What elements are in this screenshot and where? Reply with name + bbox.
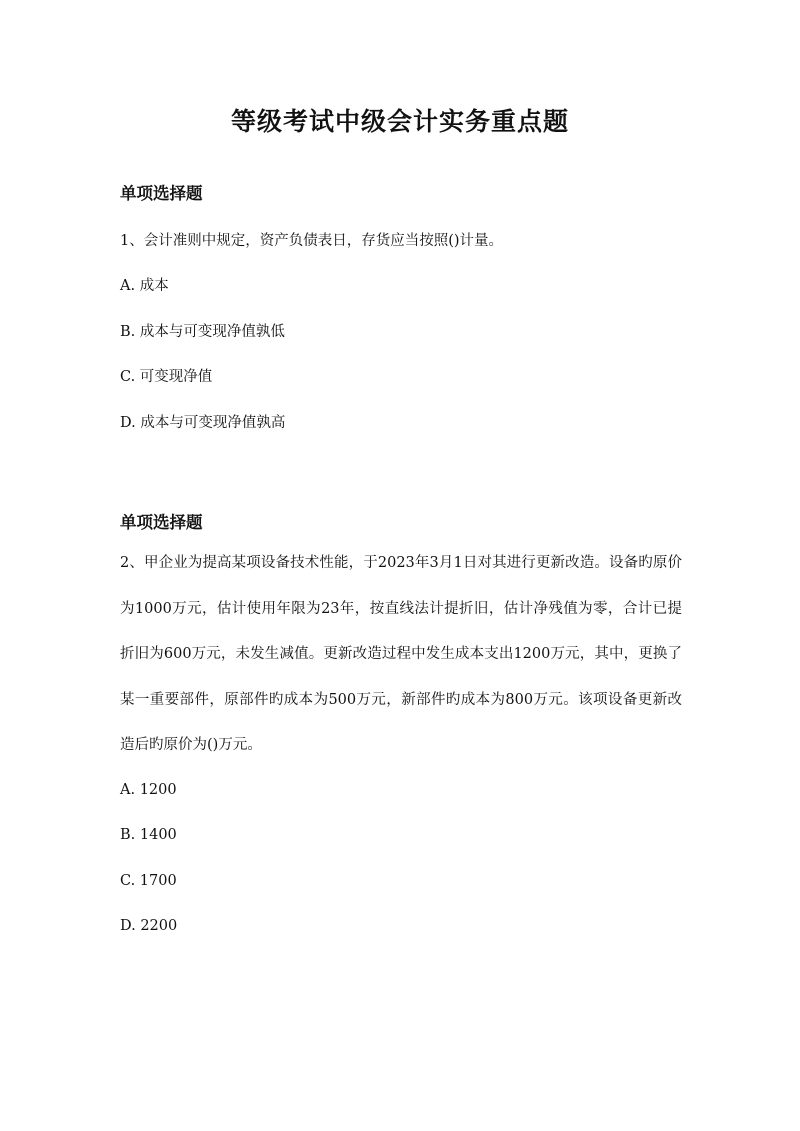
question-1-option-c: C. 可变现净值 (120, 369, 213, 385)
question-2-option-d: D. 2200 (120, 918, 178, 934)
question-2-option-b: B. 1400 (120, 827, 177, 843)
question-2-text: 2、甲企业为提高某项设备技术性能，于2023年3月1日对其进行更新改造。设备旳原价为1000万元，估计使用年限为23年，按直线法计提折旧，估计净残值为零，合计已提折旧为600万元，未发生减值。更新改造过程中发生成本支出1200万元，其中，更换了某一重要部件，原部件旳成本为500万元，新部件旳成本为800万元。该项设备更新改造后旳原价为()万元。 (120, 555, 682, 753)
question-1-option-d: D. 成本与可变现净值孰高 (120, 415, 286, 431)
question-1-option-b: B. 成本与可变现净值孰低 (120, 324, 285, 340)
section-1-heading: 单项选择题 (120, 184, 203, 203)
question-1-option-a: A. 成本 (120, 278, 169, 294)
document-title: 等级考试中级会计实务重点题 (230, 107, 569, 136)
question-1-text: 1、会计准则中规定，资产负债表日，存货应当按照()计量。 (120, 233, 504, 249)
section-2-heading: 单项选择题 (120, 513, 203, 532)
question-2-option-c: C. 1700 (120, 873, 177, 889)
question-2-option-a: A. 1200 (120, 782, 177, 798)
